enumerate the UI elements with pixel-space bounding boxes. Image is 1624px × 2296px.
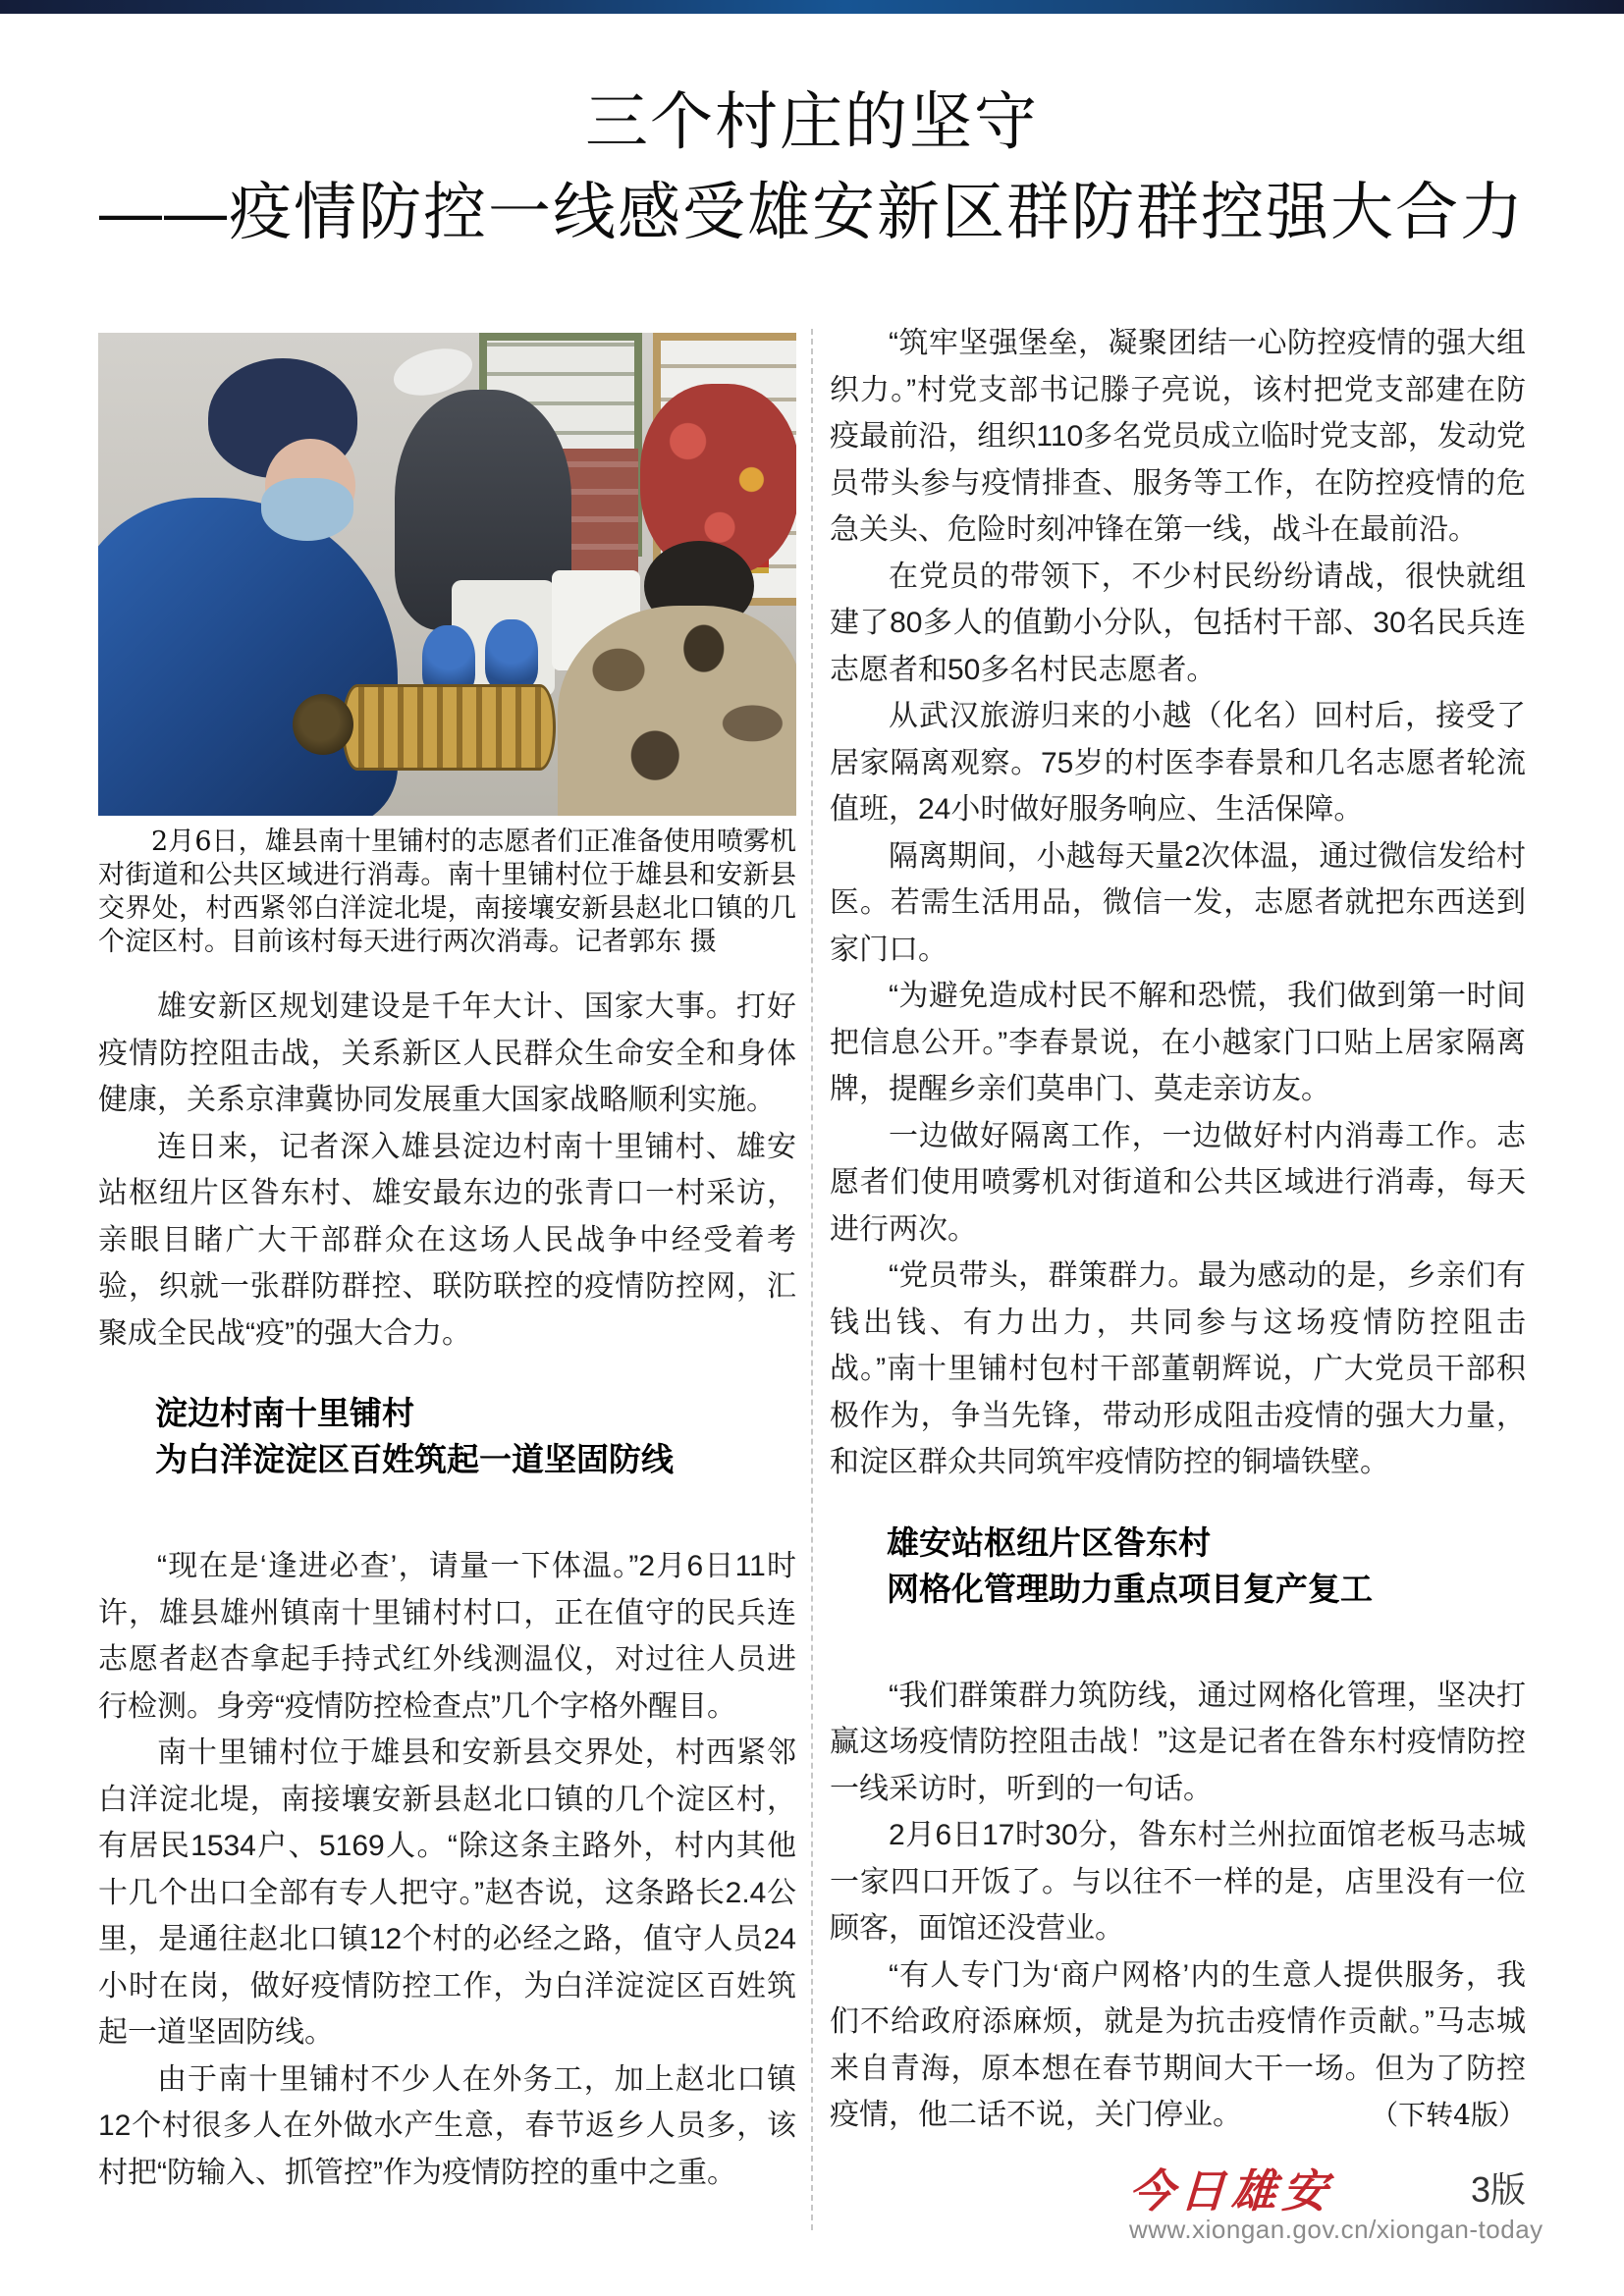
photo-sprayer-knob-2	[485, 619, 538, 690]
photo-caption: 2月6日，雄县南十里铺村的志愿者们正准备使用喷雾机对街道和公共区域进行消毒。南十里铺村位于雄县和安新县交界处，村西紧邻白洋淀北堤，南接壤安新县赵北口镇的几个淀区村。目前该村每天进行两次消毒。记者郭东 摄	[98, 827, 796, 957]
column-divider	[811, 329, 813, 2230]
body-paragraph: “党员带头，群策群力。最为感动的是，乡亲们有钱出钱、有力出力，共同参与这场疫情防控阻击战。”南十里铺村包村干部董朝辉说，广大党员干部积极作为，争当先锋，带动形成阻击疫情的强大力量，和淀区群众共同筑牢疫情防控的铜墙铁壁。	[830, 1259, 1526, 1478]
article-title	[0, 77, 1624, 257]
body-paragraph: 一边做好隔离工作，一边做好村内消毒工作。志愿者们使用喷雾机对街道和公共区域进行消毒，每天进行两次。	[830, 1119, 1526, 1246]
section-heading-line2: 为白洋淀淀区百姓筑起一道坚固防线	[155, 1441, 674, 1477]
body-paragraph: 由于南十里铺村不少人在外务工，加上赵北口镇12个村很多人在外做水产生意，春节返乡人员多，该村把“防输入、抓管控”作为疫情防控的重中之重。	[98, 2062, 796, 2189]
section-heading-line1: 淀边村南十里铺村	[155, 1395, 414, 1431]
body-paragraph: 在党员的带领下，不少村民纷纷请战，很快就组建了80多人的值勤小分队，包括村干部、30名民兵连志愿者和50多名村民志愿者。	[830, 560, 1526, 686]
body-paragraph: “有人专门为‘商户网格’内的生意人提供服务，我们不给政府添麻烦，就是为抗击疫情作贡献。”马志城来自青海，原本想在春节期间大干一场。但为了防控疫情，他二话不说，关门停业。	[830, 1958, 1526, 2131]
body-paragraph: 南十里铺村位于雄县和安新县交界处，村西紧邻白洋淀北堤，南接壤安新县赵北口镇的几个淀区村，有居民1534户、5169人。“除这条主路外，村内其他十几个出口全部有专人把守。”赵杏说，这条路长2.4公里，是通往赵北口镇12个村的必经之路，值守人员24小时在岗，做好疫情防控工作，为白洋淀淀区百姓筑起一道坚固防线。	[98, 1736, 796, 2049]
photo-figure-camo-jacket	[558, 606, 796, 816]
article-title-line1: 三个村庄的坚守	[585, 86, 1039, 157]
photo-machine-nozzle	[293, 694, 353, 755]
page-number: 3版	[1470, 2169, 1526, 2210]
article-title-line2: ——疫情防控一线感受雄安新区群防群控强大合力	[99, 177, 1525, 247]
body-paragraph: “现在是‘逢进必查’，请量一下体温。”2月6日11时许，雄县雄州镇南十里铺村村口，正在值守的民兵连志愿者赵杏拿起手持式红外线测温仪，对过往人员进行检测。身旁“疫情防控检查点”几个字格外醒目。	[98, 1550, 796, 1723]
section-heading-line2: 网格化管理助力重点项目复产复工	[887, 1570, 1373, 1607]
body-paragraph: “筑牢坚强堡垒，凝聚团结一心防控疫情的强大组织力。”村党支部书记滕子亮说，该村把党支部建在防疫最前沿，组织110多名党员成立临时党支部，发动党员带头参与疫情排查、服务等工作，在防控疫情的危急关头、危险时刻冲锋在第一线，战斗在最前沿。	[830, 327, 1526, 546]
top-gradient-bar	[0, 0, 1624, 14]
right-column	[830, 320, 1526, 2234]
body-paragraph: “为避免造成村民不解和恐慌，我们做到第一时间把信息公开。”李春景说，在小越家门口贴上居家隔离牌，提醒乡亲们莫串门、莫走亲访友。	[830, 980, 1526, 1105]
photo-volunteer-mask	[261, 478, 353, 541]
body-paragraph: 2月6日17时30分，昝东村兰州拉面馆老板马志城一家四口开饭了。与以往不一样的是，店里没有一位顾客，面馆还没营业。	[830, 1819, 1526, 1945]
body-paragraph: 从武汉旅游归来的小越（化名）回村后，接受了居家隔离观察。75岁的村医李春景和几名志愿者轮流值班，24小时做好服务响应、生活保障。	[830, 700, 1526, 826]
left-column	[98, 333, 796, 2222]
body-paragraph: 隔离期间，小越每天量2次体温，通过微信发给村医。若需生活用品，微信一发，志愿者就把东西送到家门口。	[830, 839, 1526, 966]
intro-paragraph: 雄安新区规划建设是千年大计、国家大事。打好疫情防控阻击战，关系新区人民群众生命安全和身体健康，关系京津冀协同发展重大国家战略顺利实施。	[98, 990, 796, 1116]
section-heading-line1: 雄安站枢纽片区昝东村	[887, 1523, 1211, 1561]
masthead-logo: 今日雄安	[1127, 2164, 1335, 2217]
photo-fogging-machine	[342, 684, 556, 771]
news-photo	[98, 333, 796, 816]
section-heading-zandong	[830, 1520, 1526, 1612]
intro-paragraph: 连日来，记者深入雄县淀边村南十里铺村、雄安站枢纽片区昝东村、雄安最东边的张青口一村采访，亲眼目睹广大干部群众在这场人民战争中经受着考验，织就一张群防群控、联防联控的疫情防控网，汇聚成全民战“疫”的强大合力。	[98, 1130, 796, 1350]
continuation-note: （下转4版）	[1371, 2099, 1526, 2131]
website-url: www.xiongan.gov.cn/xiongan-today	[1129, 2215, 1543, 2244]
section-heading-nanshilipu	[98, 1390, 796, 1482]
body-paragraph: “我们群策群力筑防线，通过网格化管理，坚决打赢这场疫情防控阻击战！”这是记者在昝东村疫情防控一线采访时，听到的一句话。	[830, 1679, 1526, 1805]
